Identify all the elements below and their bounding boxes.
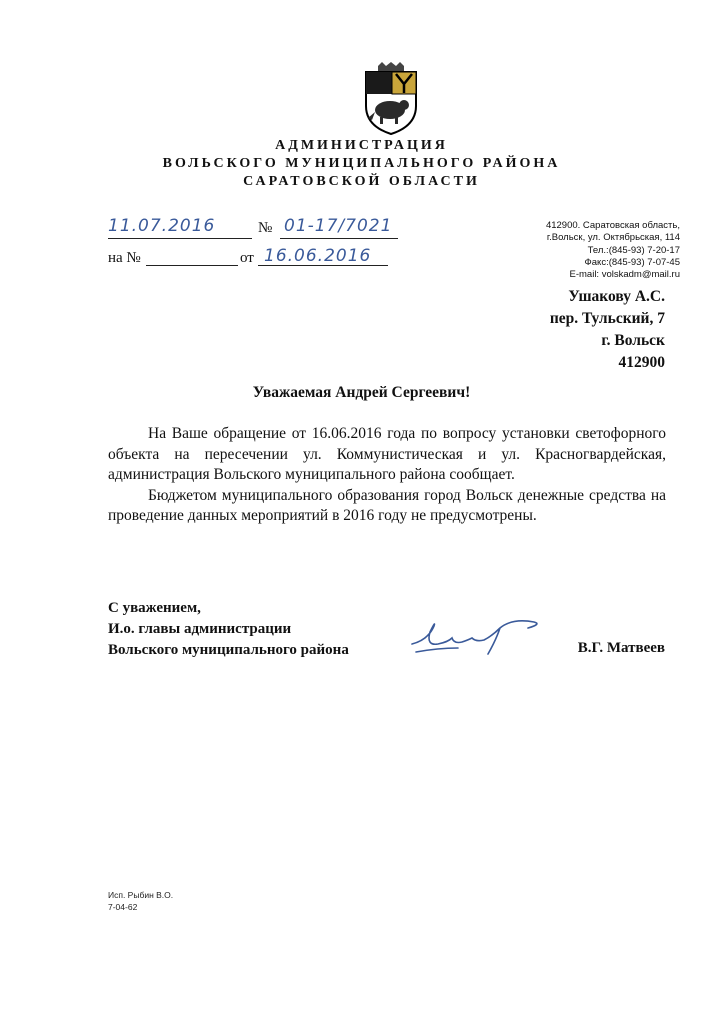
ref-label: на №: [108, 250, 141, 266]
closing-line3: Вольского муниципального района: [108, 642, 349, 658]
closing-line2: И.о. главы администрации: [108, 621, 292, 637]
executor-block: [108, 889, 173, 913]
addressee-street: пер. Тульский, 7: [549, 310, 665, 327]
contact-email: E-mail: volskadm@mail.ru: [569, 269, 680, 281]
header-line3: САРАТОВСКОЙ ОБЛАСТИ: [243, 174, 480, 189]
executor-phone: 7-04-62: [108, 902, 138, 912]
greeting: Уважаемая Андрей Сергеевич!: [252, 384, 471, 401]
number-underline: [280, 238, 398, 239]
contact-address: 412900. Саратовская область,: [545, 220, 680, 231]
ref-date: 16.06.2016: [264, 246, 372, 266]
closing-line1: С уважением,: [108, 600, 201, 616]
date-underline: [108, 238, 252, 239]
addressee-zip: 412900: [618, 354, 665, 371]
ref-date-underline: [258, 265, 388, 266]
letter-body: [108, 424, 666, 527]
header-line2: ВОЛЬСКОГО МУНИЦИПАЛЬНОГО РАЙОНА: [162, 156, 561, 171]
addressee-block: [550, 286, 665, 374]
addressee-name: Ушакову А.С.: [568, 288, 665, 305]
body-paragraph-2: Бюджетом муниципального образования город Вольск денежные средства на проведение данных мероприятий в 2016 году не предусмотрены.: [108, 486, 666, 524]
body-paragraph-1: На Ваше обращение от 16.06.2016 года по вопросу установки светофорного объекта на пересечении ул. Коммунистическая и ул. Красногвардейская, администрация Вольского муниципального района сообщает.: [108, 425, 666, 483]
closing-block: [108, 598, 349, 661]
signer-name: В.Г. Матвеев: [577, 640, 665, 656]
number-label: №: [258, 220, 273, 236]
contact-street: г.Вольск, ул. Октябрьская, 114: [546, 232, 680, 244]
contact-phone: Тел.:(845-93) 7-20-17: [587, 244, 680, 256]
contacts-block: [546, 220, 680, 281]
handwritten-signature-icon: [408, 614, 548, 664]
contact-fax: Факс:(845-93) 7-07-45: [584, 256, 680, 268]
addressee-city: г. Вольск: [601, 332, 665, 349]
ref-underline: [146, 265, 238, 266]
outgoing-date: 11.07.2016: [108, 216, 216, 236]
executor-name: Исп. Рыбин В.О.: [108, 890, 174, 900]
coat-of-arms-icon: [358, 62, 424, 138]
outgoing-number: 01-17/7021: [284, 216, 393, 236]
header-line1: АДМИНИСТРАЦИЯ: [275, 138, 448, 153]
from-label: от: [240, 250, 254, 266]
